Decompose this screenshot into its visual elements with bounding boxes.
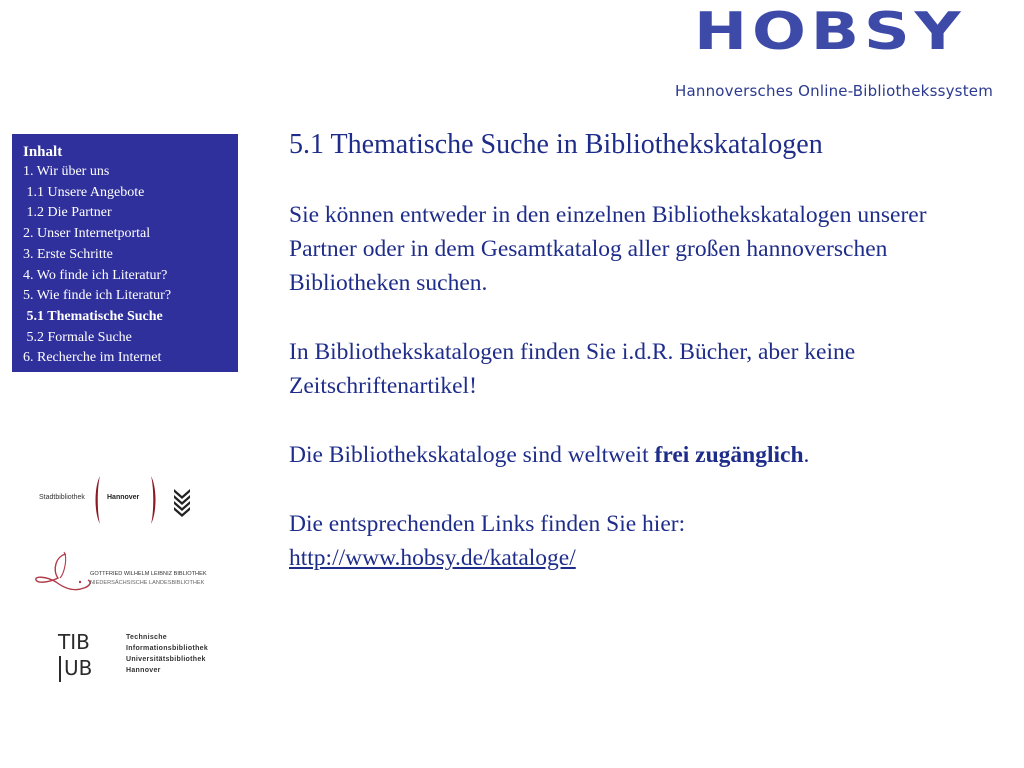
tib-wordmark: TIB xyxy=(58,630,90,654)
toc-title: Inhalt xyxy=(23,144,63,160)
toc-item-recherche-internet[interactable]: 6. Recherche im Internet xyxy=(23,350,162,366)
links-intro: Die entsprechenden Links finden Sie hier: xyxy=(289,511,686,537)
toc-item-wir-ueber-uns[interactable]: 1. Wir über uns xyxy=(23,164,110,179)
toc-item-wo-finde-ich[interactable]: 4. Wo finde ich Literatur? xyxy=(23,267,168,283)
tib-line-1: Technische xyxy=(126,634,167,641)
kataloge-link[interactable]: http://www.hobsy.de/kataloge/ xyxy=(289,545,576,571)
tib-line-4: Hannover xyxy=(126,667,161,674)
toc-item-unsere-angebote[interactable]: 1.1 Unsere Angebote xyxy=(23,184,145,200)
leibniz-bibliothek-logo xyxy=(34,548,214,604)
free-access-suffix: . xyxy=(803,442,810,468)
free-access-bold: frei zugänglich xyxy=(654,442,804,468)
hannover-label: Hannover xyxy=(107,494,140,501)
free-access-prefix: Die Bibliothekskataloge sind weltweit xyxy=(289,442,655,468)
tib-line-3: Universitätsbibliothek xyxy=(126,656,206,663)
leibniz-signature-icon xyxy=(34,548,94,604)
leibniz-sub: NIEDERSÄCHSISCHE LANDESBIBLIOTHEK xyxy=(90,580,205,586)
tib-line-2: Informationsbibliothek xyxy=(126,645,209,652)
toc-item-thematische-suche[interactable]: 5.1 Thematische Suche xyxy=(23,308,163,324)
page-title: 5.1 Thematische Suche in Bibliothekskatalogen xyxy=(289,129,823,160)
toc-item-wie-finde-ich[interactable]: 5. Wie finde ich Literatur? xyxy=(23,288,172,304)
toc-item-erste-schritte[interactable]: 3. Erste Schritte xyxy=(23,246,113,262)
tib-divider xyxy=(59,656,61,682)
paragraph-books-note: In Bibliothekskatalogen finden Sie i.d.R. Bücher, aber keine Zeitschriftenartikel! xyxy=(289,339,856,399)
hobsy-subtitle: Hannoversches Online-Bibliothekssystem xyxy=(675,82,994,100)
leibniz-name: GOTTFRIED WILHELM LEIBNIZ BIBLIOTHEK xyxy=(90,571,207,577)
hobsy-logo: HOBSY xyxy=(694,2,966,62)
stadtbibliothek-logo xyxy=(34,475,204,525)
tib-text-block xyxy=(126,632,208,676)
table-of-contents xyxy=(12,134,238,372)
tib-ub-logo xyxy=(58,630,208,686)
ub-wordmark: UB xyxy=(64,656,93,680)
main-content xyxy=(289,128,999,610)
toc-item-die-partner[interactable]: 1.2 Die Partner xyxy=(23,205,112,221)
toc-item-internetportal[interactable]: 2. Unser Internetportal xyxy=(23,226,151,242)
paragraph-links xyxy=(289,507,999,575)
paragraph-intro: Sie können entweder in den einzelnen Bibliothekskatalogen unserer Partner oder in dem Gesamtkatalog aller großen hannoverschen Bibliotheken suchen. xyxy=(289,202,927,296)
toc-item-formale-suche[interactable]: 5.2 Formale Suche xyxy=(23,329,132,345)
paragraph-free-access xyxy=(289,438,999,472)
stadtbibliothek-label: Stadtbibliothek xyxy=(39,494,85,501)
